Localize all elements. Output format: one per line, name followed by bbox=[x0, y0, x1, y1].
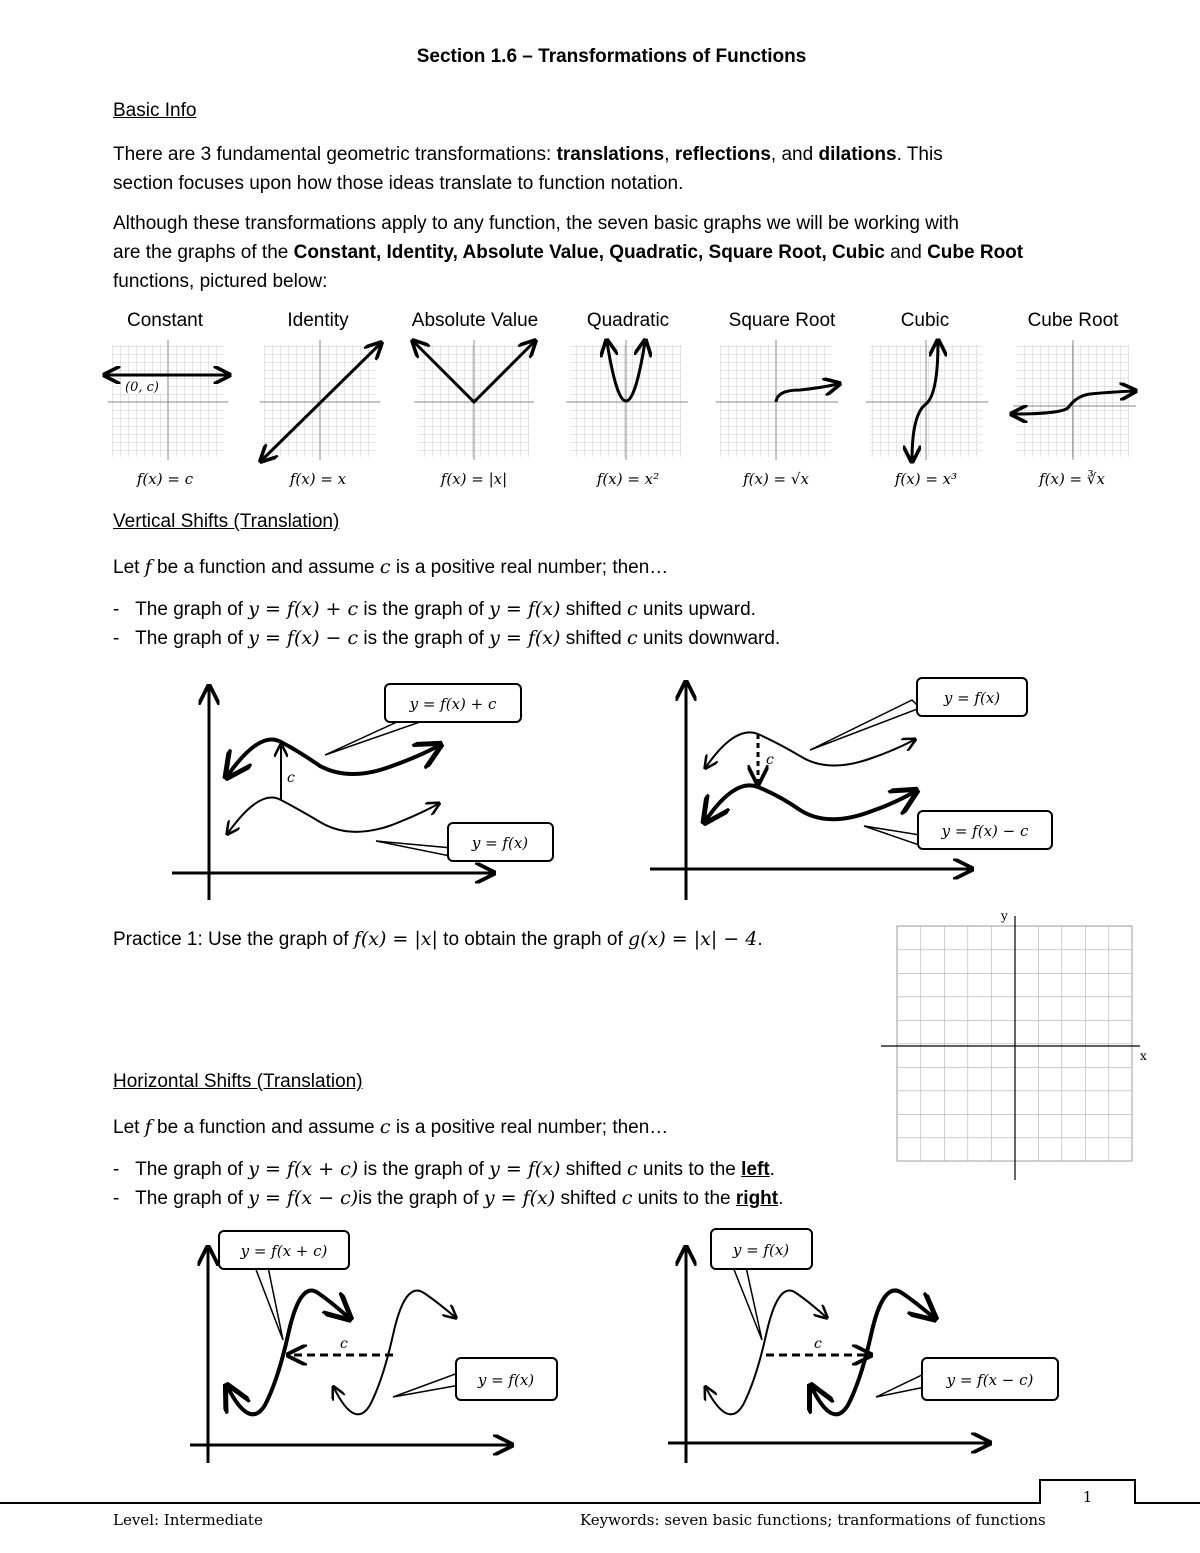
page-title: Section 1.6 – Transformations of Functions bbox=[416, 46, 807, 67]
formula-quadratic: f(x) = x² bbox=[596, 470, 660, 488]
hleft-right-box-label: y = f(x) bbox=[477, 1371, 535, 1389]
page-number: 1 bbox=[1082, 1488, 1093, 1506]
practice-grid-y-label: y bbox=[1001, 909, 1008, 923]
footer-keywords: Keywords: seven basic functions; tranformations of functions bbox=[580, 1511, 1046, 1529]
horizontal-shift-figures bbox=[0, 1225, 1200, 1470]
graph-name-square-root: Square Root bbox=[728, 310, 836, 331]
practice-1-text: Practice 1: Use the graph of f(x) = |x| to obtain the graph of g(x) = |x| − 4. bbox=[113, 928, 763, 950]
hleft-top-box-label: y = f(x + c) bbox=[240, 1242, 328, 1260]
horizontal-bullet-1: - The graph of y = f(x + c) is the graph of y = f(x) shifted c units to the left. bbox=[113, 1158, 775, 1180]
basic-info-paragraph-2: Although these transformations apply to any function, the seven basic graphs we will be working with are the graphs of the Constant, Identity, Absolute Value, Quadratic, Square Root, Cubic and Cube Root functions, pictured below: bbox=[113, 213, 1024, 292]
basic-graphs-row bbox=[0, 330, 1200, 470]
vertical-shift-down-figure bbox=[650, 678, 1052, 900]
vertical-shifts-heading: Vertical Shifts (Translation) bbox=[113, 511, 340, 532]
footer-level: Level: Intermediate bbox=[113, 1511, 263, 1529]
vertical-shift-figures bbox=[0, 670, 1200, 910]
left-top-box-label: y = f(x) + c bbox=[409, 695, 497, 713]
hright-top-box-label: y = f(x) bbox=[732, 1241, 790, 1259]
hright-right-box-label: y = f(x − c) bbox=[946, 1371, 1034, 1389]
footer-rule bbox=[0, 1475, 1200, 1510]
formula-absolute-value: f(x) = |x| bbox=[440, 470, 508, 488]
graph-name-quadratic: Quadratic bbox=[586, 310, 670, 331]
graph-name-identity: Identity bbox=[287, 310, 349, 331]
right-c-label: c bbox=[766, 752, 774, 768]
formula-cubic: f(x) = x³ bbox=[894, 470, 958, 488]
horizontal-shifts-heading: Horizontal Shifts (Translation) bbox=[113, 1071, 363, 1092]
vertical-bullet-1: - The graph of y = f(x) + c is the graph of y = f(x) shifted c units upward. bbox=[113, 598, 756, 620]
horizontal-bullet-2: - The graph of y = f(x − c)is the graph of y = f(x) shifted c units to the right. bbox=[113, 1187, 784, 1209]
graph-name-cubic: Cubic bbox=[900, 310, 950, 331]
practice-1-grid[interactable] bbox=[875, 908, 1155, 1183]
graph-quadratic bbox=[566, 340, 688, 460]
graph-cube-root bbox=[1013, 340, 1136, 460]
hright-c-label: c bbox=[814, 1336, 822, 1352]
formula-cube-root: f(x) = ∛x bbox=[1039, 470, 1105, 488]
graph-name-cube-root: Cube Root bbox=[1027, 310, 1119, 331]
graph-square-root bbox=[716, 340, 838, 460]
formula-constant: f(x) = c bbox=[136, 470, 194, 488]
left-bottom-box-label: y = f(x) bbox=[471, 834, 529, 852]
practice-grid-x-label: x bbox=[1140, 1049, 1147, 1063]
horizontal-shift-right-figure bbox=[668, 1229, 1058, 1463]
formula-identity: f(x) = x bbox=[289, 470, 347, 488]
graph-constant bbox=[106, 340, 228, 460]
horizontal-intro: Let f be a function and assume c is a positive real number; then… bbox=[113, 1116, 669, 1138]
basic-info-paragraph-1: There are 3 fundamental geometric transformations: translations, reflections, and dilations. This section focuses upon how those ideas translate to function notation. bbox=[113, 144, 943, 194]
constant-point-label: (0, c) bbox=[125, 380, 159, 395]
basic-info-heading: Basic Info bbox=[113, 100, 197, 121]
graph-absolute-value bbox=[414, 340, 534, 460]
vertical-bullet-2: - The graph of y = f(x) − c is the graph of y = f(x) shifted c units downward. bbox=[113, 627, 781, 649]
graph-name-absolute-value: Absolute Value bbox=[411, 310, 539, 331]
hleft-c-label: c bbox=[340, 1336, 348, 1352]
vertical-intro: Let f be a function and assume c is a positive real number; then… bbox=[113, 556, 669, 578]
horizontal-shift-left-figure bbox=[190, 1231, 557, 1463]
graph-cubic bbox=[866, 340, 988, 460]
graph-name-constant: Constant bbox=[126, 310, 204, 331]
left-c-label: c bbox=[287, 770, 295, 786]
vertical-shift-up-figure bbox=[172, 684, 553, 900]
graph-identity bbox=[260, 340, 380, 460]
right-top-box-label: y = f(x) bbox=[943, 689, 1001, 707]
right-bottom-box-label: y = f(x) − c bbox=[941, 822, 1029, 840]
formula-square-root: f(x) = √x bbox=[743, 470, 809, 488]
